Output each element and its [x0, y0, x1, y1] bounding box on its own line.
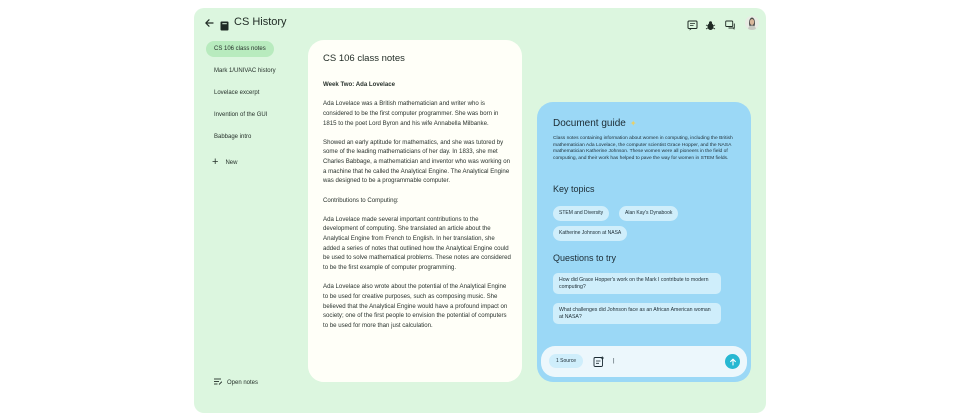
arrow-up-icon [729, 358, 737, 366]
notes-icon[interactable] [687, 18, 698, 29]
chat-input[interactable] [613, 354, 723, 368]
sidebar-item-lovelace-excerpt[interactable]: Lovelace excerpt [214, 90, 260, 96]
send-button[interactable] [725, 354, 740, 369]
plus-icon: + [212, 156, 219, 168]
note-paragraph: Showed an early aptitude for mathematics, and she was tutored by some of the leading mathematicians of her day. In 1833, she met Charles Babbage, a mathematician and inventor who was working on a machine that he called the Analytical Engine. The Analytical Engine was designed to be a programmable computer. [323, 138, 510, 185]
new-note-button[interactable] [212, 158, 237, 167]
topic-chip[interactable]: STEM and Diversity [553, 206, 609, 221]
page-title: CS History [234, 16, 287, 28]
sidebar-item-mark1-univac-history[interactable]: Mark 1/UNIVAC history [214, 68, 276, 74]
open-notes-button[interactable] [214, 378, 258, 387]
guide-title [553, 118, 637, 129]
suggested-question[interactable]: How did Grace Hopper's work on the Mark I contribute to modern computing? [553, 273, 721, 294]
editor-fade [308, 348, 522, 382]
notebook-icon [220, 18, 229, 28]
avatar[interactable] [745, 16, 759, 30]
note-editor[interactable] [308, 40, 522, 382]
source-count-chip[interactable]: 1 Source [549, 354, 583, 368]
notes-list-icon [214, 378, 222, 387]
sidebar-item-babbage-intro[interactable]: Babbage intro [214, 134, 252, 140]
note-paragraph: Ada Lovelace also wrote about the potential of the Analytical Engine to be used for creative purposes, such as composing music. She believed that the Analytical Engine would have a profound impact on society; one of the first people to envision the potential of computers to be used for more than just calculation. [323, 283, 508, 330]
topic-chip[interactable]: Katherine Johnson at NASA [553, 226, 627, 241]
suggested-question[interactable]: What challenges did Johnson face as an African American woman at NASA? [553, 303, 721, 324]
questions-heading: Questions to try [553, 253, 617, 263]
top-bar [194, 8, 766, 38]
note-title: CS 106 class notes [323, 53, 405, 64]
sidebar [194, 38, 304, 413]
new-note-label: New [225, 159, 238, 166]
chat-input-bar [541, 346, 747, 377]
app-window [194, 8, 766, 413]
sidebar-item-invention-of-the-gui[interactable]: Invention of the GUI [214, 112, 268, 118]
sparkle-icon: ✦ [629, 119, 637, 128]
sidebar-item-cs106-class-notes[interactable]: CS 106 class notes [206, 41, 274, 57]
note-paragraph: Ada Lovelace was a British mathematician and writer who is considered to be the first computer programmer. She was born in 1815 to the poet Lord Byron and his wife Annabella Milbanke. [323, 100, 499, 127]
add-source-icon[interactable] [593, 355, 606, 368]
note-subtitle: Week Two: Ada Lovelace [323, 81, 396, 88]
key-topics-heading: Key topics [553, 184, 595, 194]
document-guide-panel [537, 102, 751, 382]
open-notes-label: Open notes [227, 379, 259, 386]
note-body[interactable] [323, 80, 511, 340]
back-arrow-icon[interactable] [203, 17, 215, 29]
note-paragraph: Contributions to Computing: [323, 196, 399, 204]
topic-chip[interactable]: Alan Kay's Dynabook [619, 206, 678, 221]
chat-icon[interactable] [725, 18, 736, 29]
guide-title-text: Document guide [553, 118, 626, 129]
note-paragraph: Ada Lovelace made several important contributions to the development of computing. She translated an article about the Analytical Engine from French to English. In her translation, she added a series of notes that outlined how the Analytical Engine could be used to solve mathematical problems. These notes are considered to be the first example of computer programming. [323, 215, 511, 272]
guide-description: Class notes containing information about women in computing, including the British mathematician Ada Lovelace, the computer scientist Grace Hopper, and the NASA mathematician Katherine Johnson. These women were all pioneers in the field of computing, and their work has helped to pave the way for women in STEM fields. [553, 136, 733, 161]
bug-icon[interactable] [705, 18, 716, 29]
